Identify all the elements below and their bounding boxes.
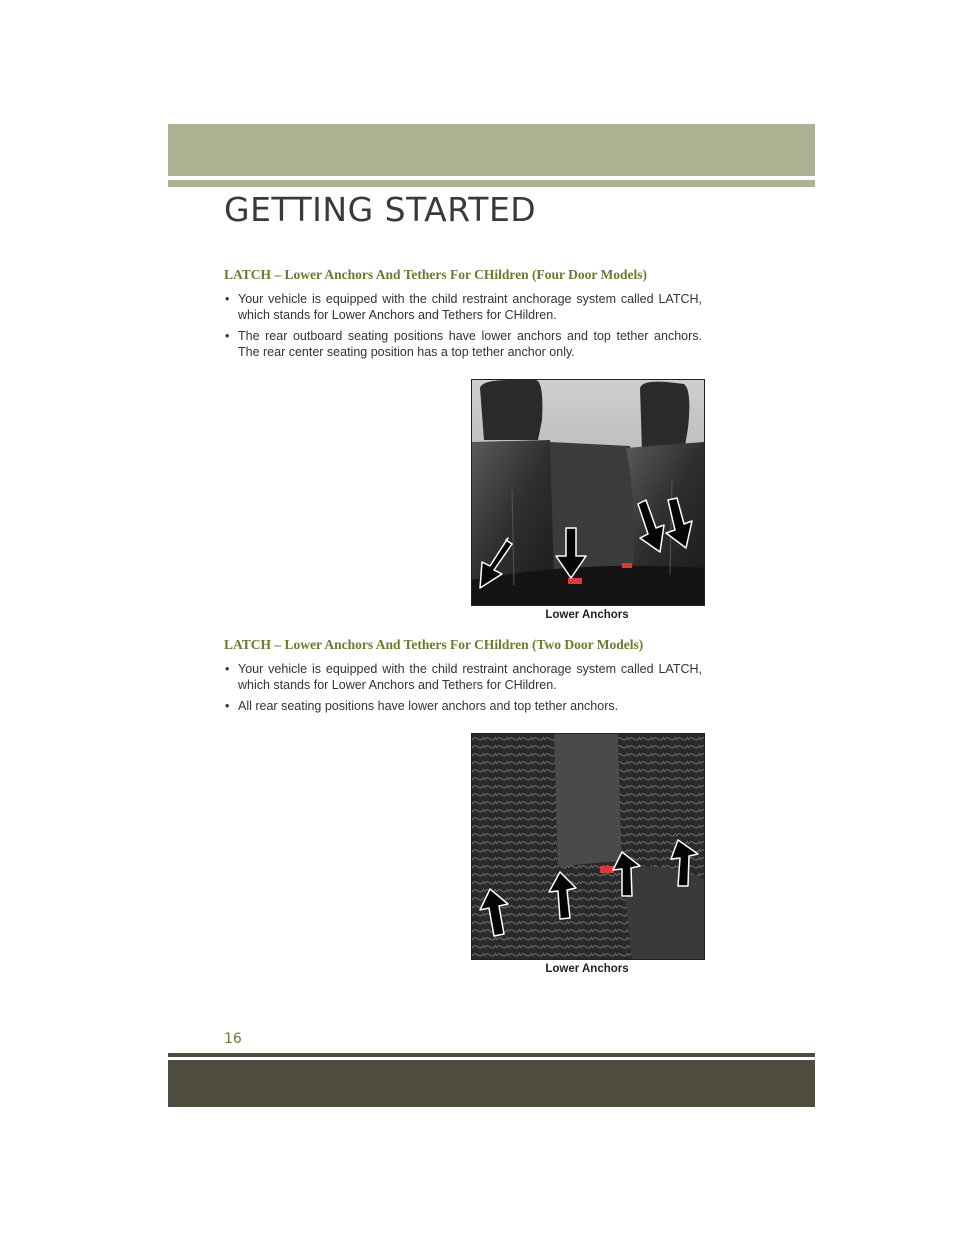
footer-band <box>168 1060 815 1107</box>
four-door-seat-photo <box>471 379 705 606</box>
list-item: • All rear seating positions have lower anchors and top tether anchors. <box>224 698 702 714</box>
section-heading-two-door: LATCH – Lower Anchors And Tethers For CHildren (Two Door Models) <box>224 637 644 652</box>
list-item: • Your vehicle is equipped with the child restraint anchorage system called LATCH, which stands for Lower Anchors and Tethers for CHildren. <box>224 661 702 693</box>
page-number: 16 <box>224 1031 242 1047</box>
list-item: • Your vehicle is equipped with the child restraint anchorage system called LATCH, which stands for Lower Anchors and Tethers for CHildren. <box>224 291 702 323</box>
chapter-title: GETTING STARTED <box>224 190 537 229</box>
footer-stripe <box>168 1053 815 1057</box>
two-door-seat-photo <box>471 733 705 960</box>
header-band <box>168 124 815 176</box>
section-heading-four-door: LATCH – Lower Anchors And Tethers For CHildren (Four Door Models) <box>224 267 648 282</box>
bullet-list-four-door <box>224 291 702 365</box>
figure-caption-two-door: Lower Anchors <box>545 963 629 975</box>
figure-caption-four-door: Lower Anchors <box>545 609 629 621</box>
bullet-list-two-door <box>224 661 702 719</box>
header-stripe <box>168 180 815 187</box>
list-item: • The rear outboard seating positions have lower anchors and top tether anchors. The rear center seating position has a top tether anchor only. <box>224 328 702 360</box>
